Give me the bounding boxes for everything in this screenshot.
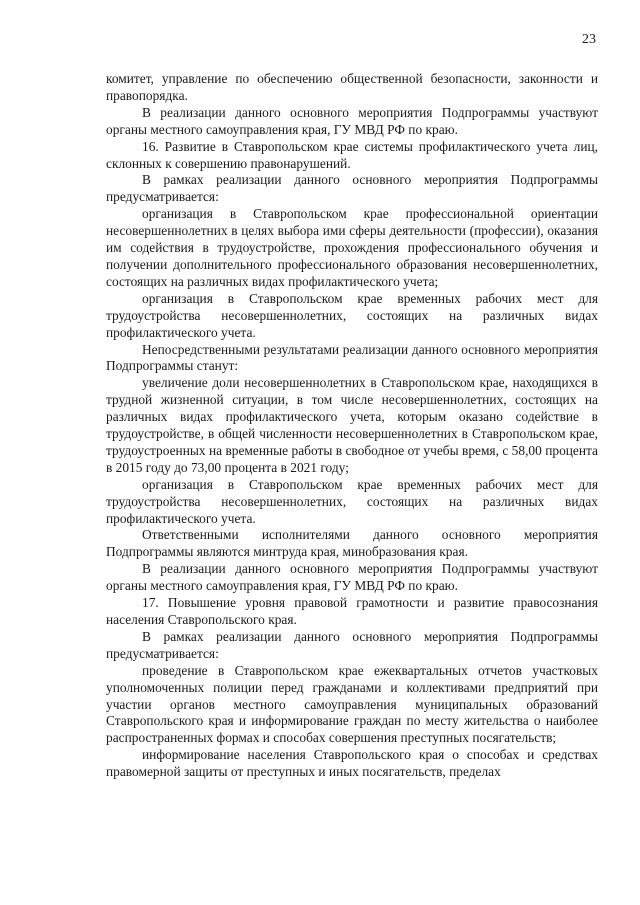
- section-heading-17: 17. Повышение уровня правовой грамотности и развитие правосознания населения Ставропольского края.: [106, 595, 598, 627]
- list-item: организация в Ставропольском крае временных рабочих мест для трудоустройства несовершеннолетних, состоящих на различных видах профилактического учета.: [106, 290, 598, 340]
- list-item: проведение в Ставропольском крае ежеквартальных отчетов участковых уполномоченных полиции перед гражданами и коллективами предприятий при участии органов местного самоуправления муниципальных образований Ставропольского края и информирование граждан по месту жительства о наиболее распространенных формах и способах совершения преступных посягательств;: [106, 662, 598, 746]
- list-item: организация в Ставропольском крае временных рабочих мест для трудоустройства несовершеннолетних, состоящих на различных видах профилактического учета.: [106, 476, 598, 526]
- paragraph: Непосредственными результатами реализации данного основного мероприятия Подпрограммы станут:: [106, 341, 598, 374]
- list-item: информирование населения Ставропольского края о способах и средствах правомерной защиты от преступных и иных посягательств, пределах: [106, 747, 598, 780]
- list-item: организация в Ставропольском крае профессиональной ориентации несовершеннолетних в целях выбора ими сферы деятельности (профессии), оказания им содействия в трудоустройстве, прохождения профессионального обучения и получении дополнительного профессионального образования несовершеннолетних, состоящих на различных видах профилактического учета;: [106, 206, 598, 289]
- paragraph: В реализации данного основного мероприятия Подпрограммы участвуют органы местного самоуправления края, ГУ МВД РФ по краю.: [106, 561, 598, 594]
- section-heading-16: 16. Развитие в Ставропольском крае системы профилактического учета лиц, склонных к совершению правонарушений.: [106, 138, 598, 171]
- list-item: увеличение доли несовершеннолетних в Ставропольском крае, находящихся в трудной жизненной ситуации, в том числе несовершеннолетних, состоящих на различных видах профилактического учета, которым оказано содействие в трудоустройстве, в общей численности несовершеннолетних в Ставропольском крае, трудоустроенных на временные работы в свободное от учебы время, с 58,00 процента в 2015 году до 73,00 процента в 2021 году;: [106, 375, 598, 475]
- paragraph: комитет, управление по обеспечению общественной безопасности, законности и правопорядка.: [106, 71, 598, 103]
- document-body: [106, 71, 598, 781]
- page-number: 23: [582, 32, 596, 47]
- paragraph: В реализации данного основного мероприятия Подпрограммы участвуют органы местного самоуправления края, ГУ МВД РФ по краю.: [106, 104, 598, 137]
- paragraph: В рамках реализации данного основного мероприятия Подпрограммы предусматривается:: [106, 628, 598, 661]
- paragraph: Ответственными исполнителями данного основного мероприятия Подпрограммы являются минтруда края, минобразования края.: [106, 527, 598, 560]
- paragraph: В рамках реализации данного основного мероприятия Подпрограммы предусматривается:: [106, 172, 598, 205]
